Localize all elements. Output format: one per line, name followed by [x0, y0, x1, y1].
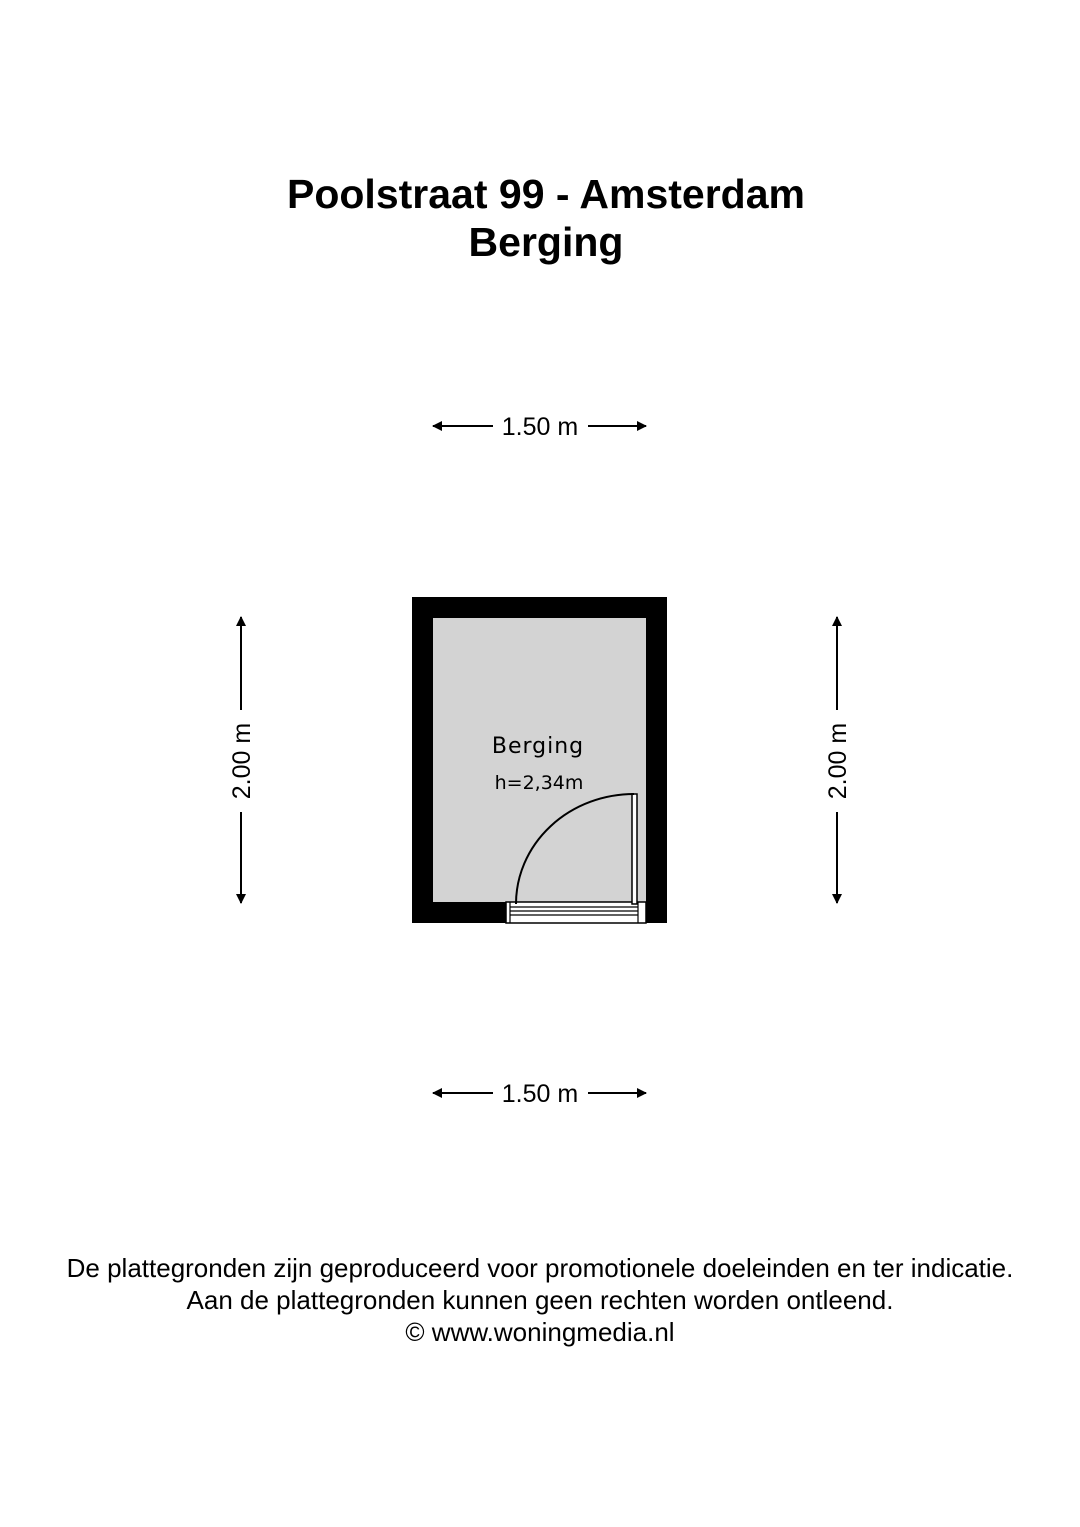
disclaimer-line-2: Aan de plattegronden kunnen geen rechten worden ontleend. [186, 1285, 894, 1315]
room-height: h=2,34m [494, 772, 584, 794]
dimension-label-bottom: 1.50 m [501, 1080, 579, 1108]
dimension-label-left: 2.00 m [228, 722, 256, 800]
disclaimer [0, 1252, 1080, 1348]
dimension-label-right: 2.00 m [824, 722, 852, 800]
dimension-top [433, 413, 646, 441]
door-leaf [632, 794, 637, 904]
disclaimer-line-1: De plattegronden zijn geproduceerd voor promotionele doeleinden en ter indicatie. [66, 1253, 1014, 1283]
room-floor [433, 618, 646, 902]
copyright-line: © www.woningmedia.nl [405, 1317, 675, 1347]
dimension-right [824, 617, 852, 903]
door-opening [506, 902, 646, 923]
address-title: Poolstraat 99 - Amsterdam [287, 171, 805, 217]
room-berging [412, 597, 667, 923]
dimension-bottom [433, 1080, 646, 1108]
dimension-label-top: 1.50 m [501, 413, 579, 441]
room-name: Berging [491, 734, 585, 759]
dimension-left [228, 617, 256, 903]
floor-title: Berging [468, 219, 624, 265]
